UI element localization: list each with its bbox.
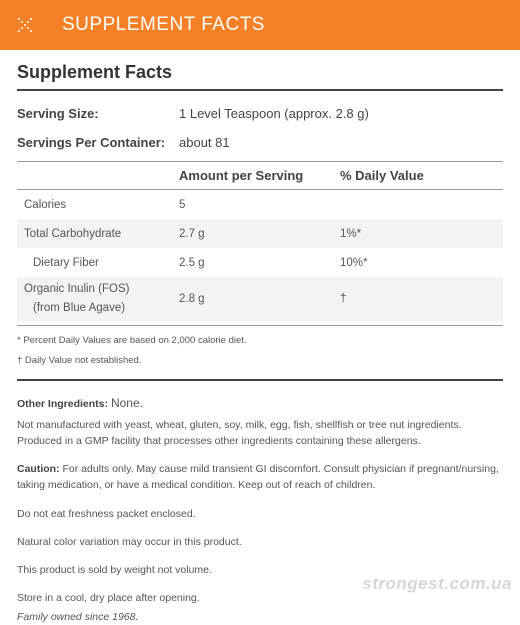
caution-note	[17, 461, 503, 493]
table-row	[17, 248, 503, 277]
watermark: strongest.com.ua	[362, 574, 512, 593]
col-dv-header: % Daily Value	[340, 168, 424, 183]
other-ingredients-value: None.	[110, 396, 143, 410]
serving-size-value: 1 Level Teaspoon (approx. 2.8 g)	[179, 106, 369, 121]
serving-size-label: Serving Size:	[17, 106, 99, 121]
table-header	[17, 162, 503, 189]
servings-label: Servings Per Container:	[17, 135, 166, 150]
caution-text: For adults only. May cause mild transient GI discomfort. Consult physician if pregnant/nursing, taking medication, or have a medical condition. Keep out of reach of children.	[17, 463, 499, 491]
facts-title: Supplement Facts	[17, 62, 173, 82]
nutrient-name-line1: Organic Inulin (FOS)	[24, 283, 130, 295]
supplement-facts-panel	[0, 50, 520, 625]
nutrient-dv: †	[340, 293, 347, 305]
header-title: SUPPLEMENT FACTS	[62, 14, 265, 35]
packet-note: Do not eat freshness packet enclosed.	[17, 508, 196, 520]
table-row	[17, 219, 503, 248]
nutrient-amount: 2.7 g	[179, 227, 205, 240]
sparkle-dots-icon	[16, 16, 34, 34]
nutrient-name	[17, 280, 179, 318]
nutrient-dv: 10%*	[340, 256, 368, 269]
servings-row	[17, 128, 503, 157]
footnote: * Percent Daily Values are based on 2,000 calorie diet.	[17, 335, 247, 346]
nutrient-name: Dietary Fiber	[33, 256, 99, 269]
nutrient-amount: 2.8 g	[179, 293, 205, 305]
caution-label: Caution:	[17, 463, 60, 475]
manufacture-note: Not manufactured with yeast, wheat, gluten, soy, milk, egg, fish, shellfish or tree nut ingredients. Produced in a GMP facility that processes other ingredients containing these allergens.	[17, 419, 462, 447]
col-amount-header: Amount per Serving	[179, 168, 304, 183]
family-note: Family owned since 1968.	[17, 611, 139, 623]
color-note: Natural color variation may occur in this product.	[17, 536, 242, 548]
other-ingredients	[17, 395, 503, 412]
nutrient-name-line2: (from Blue Agave)	[33, 302, 126, 314]
weight-note: This product is sold by weight not volume.	[17, 564, 212, 576]
other-ingredients-label: Other Ingredients:	[17, 398, 109, 410]
serving-size-row	[17, 99, 503, 128]
divider	[17, 325, 503, 326]
table-row	[17, 190, 503, 219]
servings-value: about 81	[179, 135, 230, 150]
nutrient-amount: 2.5 g	[179, 256, 205, 269]
divider	[17, 89, 503, 91]
nutrient-name: Total Carbohydrate	[24, 227, 122, 240]
divider	[17, 379, 503, 381]
nutrient-dv: 1%*	[340, 227, 362, 240]
nutrient-amount: 5	[179, 198, 186, 211]
section-header	[0, 0, 520, 50]
storage-note: Store in a cool, dry place after opening.	[17, 592, 200, 604]
table-row	[17, 277, 503, 321]
footnote: † Daily Value not established.	[17, 355, 142, 366]
nutrient-name: Calories	[24, 198, 67, 211]
